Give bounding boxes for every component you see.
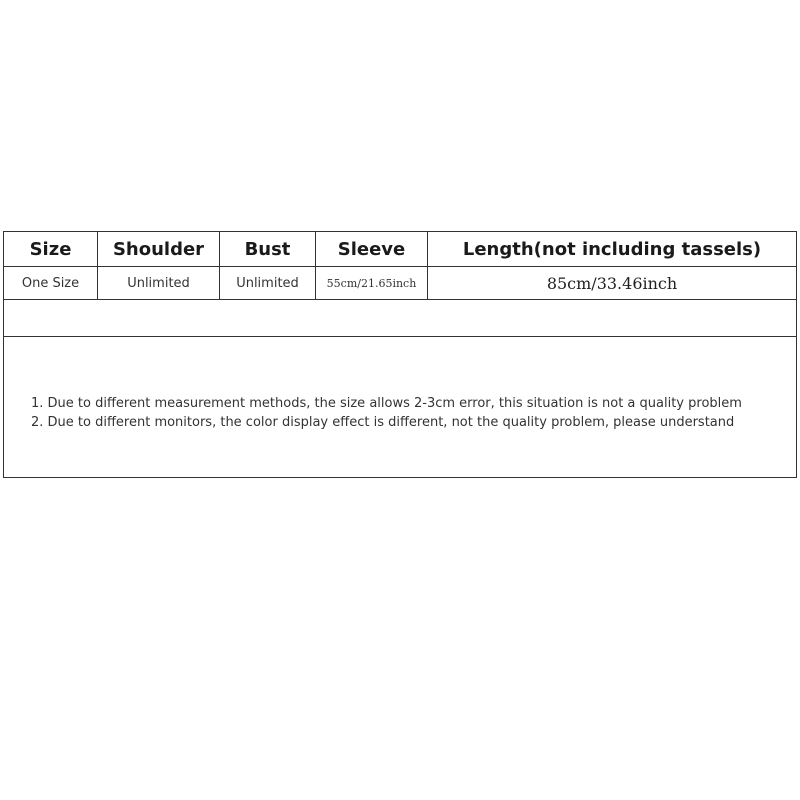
note-color: 2. Due to different monitors, the color display effect is different, not the quality problem, please understand [31, 415, 735, 430]
header-bust: Bust [220, 232, 316, 266]
value-length: 85cm/33.46inch [546, 273, 678, 293]
value-bust: Unlimited [220, 267, 316, 299]
header-shoulder: Shoulder [98, 232, 220, 266]
notes-section [4, 337, 796, 477]
table-row [4, 267, 796, 300]
notes-text [31, 394, 742, 432]
value-shoulder: Unlimited [98, 267, 220, 299]
header-sleeve: Sleeve [316, 232, 428, 266]
value-size: One Size [4, 267, 98, 299]
size-chart-table [3, 231, 797, 478]
note-measurement: 1. Due to different measurement methods, the size allows 2-3cm error, this situation is not a quality problem [31, 396, 742, 411]
value-sleeve: 55cm/21.65inch [316, 267, 428, 299]
table-header-row [4, 232, 796, 267]
header-size: Size [4, 232, 98, 266]
header-length: Length(not including tassels) [462, 238, 762, 260]
empty-row [4, 300, 796, 337]
